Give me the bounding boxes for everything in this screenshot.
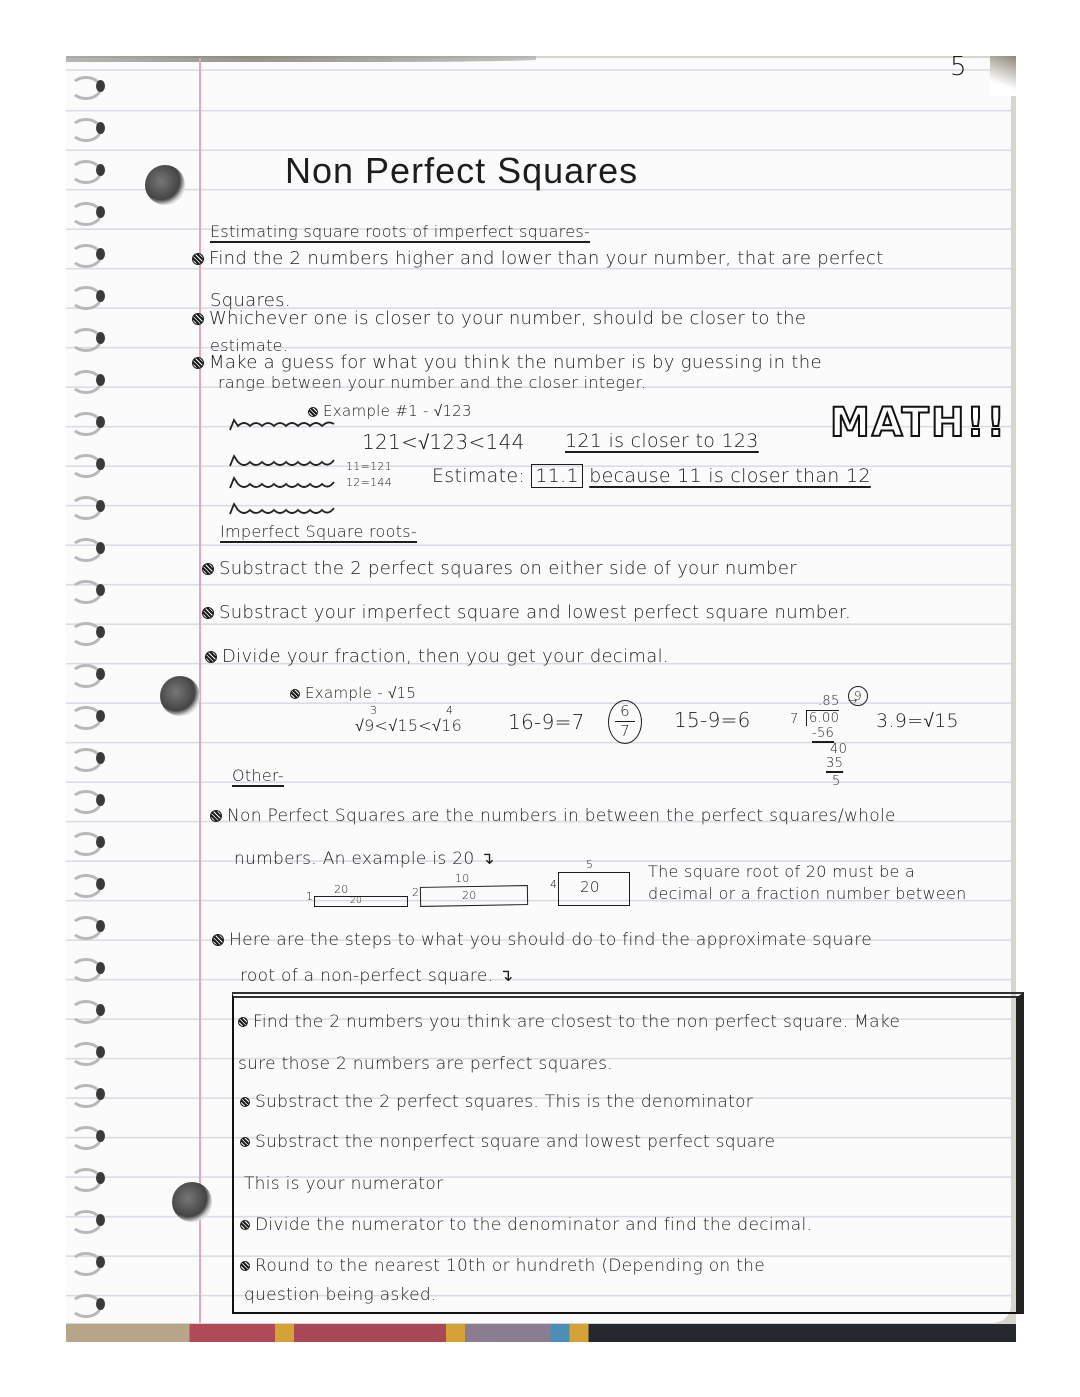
rounded-digit: 9 — [848, 686, 868, 706]
squares-note: 12=144 — [346, 476, 393, 489]
rect-value: 20 — [462, 889, 477, 902]
page-number: 5 — [950, 52, 967, 82]
example-result: 3.9=√15 — [876, 710, 959, 732]
step-item-continuation: This is your numerator — [244, 1174, 444, 1194]
spiral-binding — [66, 76, 126, 1326]
section-heading-imperfect: Imperfect Square roots- — [220, 522, 418, 541]
list-item-continuation: estimate. — [210, 336, 289, 355]
example-inequality: √9<√15<√16 — [355, 716, 463, 735]
coil-icon — [66, 412, 112, 432]
arrow-down-icon: ↴ — [480, 849, 495, 869]
quotient: .85 — [818, 694, 840, 709]
math-doodle: MATH!! — [830, 400, 1007, 446]
coil-icon — [66, 664, 112, 684]
coil-icon — [66, 1168, 112, 1188]
coil-icon — [66, 706, 112, 726]
bullet-icon — [240, 1220, 250, 1230]
list-item: Substract the 2 perfect squares on either side of your number — [202, 558, 797, 579]
rect-sub: 20 — [350, 896, 363, 906]
bullet-icon — [238, 1017, 248, 1027]
arrow-down-icon: ↴ — [499, 966, 514, 986]
bullet-icon — [290, 689, 300, 699]
coil-icon — [66, 328, 112, 348]
coil-icon — [66, 1252, 112, 1272]
coil-icon — [66, 538, 112, 558]
side-label: 2 — [412, 886, 420, 899]
squares-note: 11=121 — [346, 460, 393, 473]
list-item: Find the 2 numbers higher and lower than your number, that are perfect — [192, 248, 884, 269]
step-item-continuation: sure those 2 numbers are perfect squares. — [238, 1054, 613, 1074]
coil-icon — [66, 1210, 112, 1230]
list-item: Whichever one is closer to your number, should be closer to the — [192, 308, 806, 329]
divisor: 7 — [790, 712, 799, 727]
coil-icon — [66, 1126, 112, 1146]
list-item: Non Perfect Squares are the numbers in between the perfect squares/whole — [210, 806, 896, 826]
coil-icon — [66, 832, 112, 852]
bullet-icon — [308, 407, 318, 417]
coil-icon — [66, 496, 112, 516]
punch-hole-icon — [145, 165, 185, 205]
coil-icon — [66, 874, 112, 894]
list-item: Divide your fraction, then you get your decimal. — [205, 646, 669, 667]
example-label: Example #1 - √123 — [308, 402, 472, 420]
remainder-2: 5 — [832, 774, 841, 789]
list-item-continuation: root of a non-perfect square. ↴ — [240, 966, 514, 986]
bullet-icon — [212, 934, 224, 946]
coil-icon — [66, 202, 112, 222]
coil-icon — [66, 1000, 112, 1020]
estimate-value: 11.1 — [531, 464, 583, 488]
side-label: 1 — [306, 890, 314, 903]
bullet-icon — [192, 357, 204, 369]
side-label: 4 — [550, 878, 558, 891]
example-label: Example - √15 — [290, 684, 416, 702]
step-item: Round to the nearest 10th or hundreth (Depending on the — [240, 1256, 765, 1276]
coil-icon — [66, 244, 112, 264]
root-high-value: 4 — [446, 704, 454, 717]
coil-icon — [66, 286, 112, 306]
bullet-icon — [240, 1097, 250, 1107]
section-heading-estimating: Estimating square roots of imperfect squares- — [210, 222, 591, 241]
bullet-icon — [202, 563, 214, 575]
list-item: Make a guess for what you think the number is by guessing in the — [192, 352, 822, 373]
punch-hole-icon — [172, 1182, 212, 1222]
estimate-row: Estimate: 11.1 because 11 is closer than 12 — [432, 465, 871, 487]
remainder-1: 40 — [830, 742, 848, 757]
note-line: The square root of 20 must be a — [648, 862, 916, 881]
bullet-icon — [210, 810, 222, 822]
coil-icon — [66, 1042, 112, 1062]
coil-icon — [66, 748, 112, 768]
squiggle-doodle-icon — [228, 454, 338, 468]
coil-icon — [66, 76, 112, 96]
bullet-icon — [192, 313, 204, 325]
coil-icon — [66, 916, 112, 936]
bullet-icon — [240, 1261, 250, 1271]
coil-icon — [66, 580, 112, 600]
step-item: Find the 2 numbers you think are closest to the non perfect square. Make — [238, 1012, 900, 1032]
step-denominator: 16-9=7 — [508, 710, 585, 734]
coil-icon — [66, 370, 112, 390]
step-item-continuation: question being asked. — [244, 1285, 437, 1305]
squiggle-doodle-icon — [228, 476, 338, 490]
coil-icon — [66, 1294, 112, 1314]
list-item-continuation: numbers. An example is 20 ↴ — [234, 849, 495, 869]
bullet-icon — [240, 1137, 250, 1147]
page-corner-shadow — [990, 56, 1016, 96]
colored-strip — [66, 1324, 1016, 1342]
bullet-icon — [205, 651, 217, 663]
coil-icon — [66, 1084, 112, 1104]
arrow-icon: → — [848, 694, 858, 707]
bullet-icon — [202, 607, 214, 619]
dividend: 6.00 — [806, 710, 839, 726]
subtract-2: 35 — [826, 756, 844, 771]
step-item: Substract the nonperfect square and lowest perfect square — [240, 1132, 775, 1152]
list-item-continuation: Squares. — [210, 290, 291, 311]
circled-fraction: 6 7 — [608, 700, 642, 744]
step-item: Divide the numerator to the denominator and find the decimal. — [240, 1215, 812, 1235]
closer-note: 121 is closer to 123 — [565, 430, 759, 452]
coil-icon — [66, 790, 112, 810]
list-item: Substract your imperfect square and lowest perfect square number. — [202, 602, 851, 623]
page-title: Non Perfect Squares — [285, 150, 639, 191]
list-item-continuation: range between your number and the closer integer. — [218, 373, 647, 392]
section-heading-other: Other- — [232, 766, 284, 785]
squiggle-doodle-icon — [228, 502, 338, 516]
step-item: Substract the 2 perfect squares. This is the denominator — [240, 1092, 753, 1112]
page-top-edge — [66, 56, 536, 62]
note-line: decimal or a fraction number between — [648, 884, 967, 903]
rect-top: 10 — [455, 872, 470, 885]
rect-top: 5 — [586, 858, 594, 871]
coil-icon — [66, 622, 112, 642]
rect-value: 20 — [334, 883, 349, 896]
punch-hole-icon — [160, 676, 200, 716]
coil-icon — [66, 958, 112, 978]
step-numerator: 15-9=6 — [674, 708, 751, 732]
bullet-icon — [192, 253, 204, 265]
root-low-value: 3 — [370, 704, 378, 717]
coil-icon — [66, 160, 112, 180]
coil-icon — [66, 118, 112, 138]
example-inequality: 121<√123<144 — [362, 430, 525, 454]
rect-value: 20 — [580, 878, 600, 896]
subtract-1: -56 — [812, 726, 835, 741]
coil-icon — [66, 454, 112, 474]
squiggle-doodle-icon — [228, 418, 338, 432]
list-item: Here are the steps to what you should do to find the approximate square — [212, 930, 872, 950]
estimate-reason: because 11 is closer than 12 — [589, 465, 871, 487]
